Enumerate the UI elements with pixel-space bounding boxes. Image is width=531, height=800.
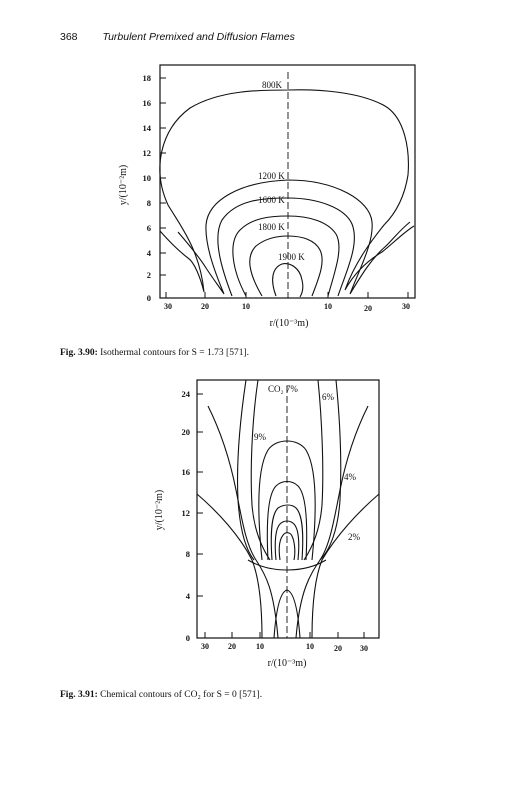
x-tick-label: 10 (256, 642, 264, 651)
y-tick-label: 12 (142, 148, 151, 158)
figure-co2-contours (154, 380, 379, 669)
y-tick-label: 12 (181, 508, 190, 518)
y-tick-label: 0 (185, 633, 190, 643)
y-tick-label: 4 (185, 591, 190, 601)
contour-label-1200k: 1200 K (258, 171, 285, 181)
caption-label: Fig. 3.90: (60, 348, 98, 358)
y-tick-label: 0 (146, 293, 151, 303)
x-tick-label: 10 (242, 302, 250, 311)
x-tick-label: 30 (164, 302, 172, 311)
y-tick-label: 14 (142, 123, 151, 133)
contour-label-9pct: 9% (254, 432, 266, 442)
contour-label-co2-7pct: CO₂ 7% (268, 384, 298, 394)
y-tick-label: 16 (181, 467, 190, 477)
caption-text: Isothermal contours for S = 1.73 [571]. (100, 348, 249, 358)
figure-isothermal-contours (118, 65, 415, 329)
running-title: Turbulent Premixed and Diffusion Flames (102, 31, 295, 43)
x-tick-label: 20 (201, 302, 209, 311)
figure-caption-3-91 (60, 690, 262, 700)
x-tick-label: 10 (306, 642, 314, 651)
contour-label-2pct: 2% (348, 532, 360, 542)
y-tick-label: 18 (142, 73, 151, 83)
contour-1600k (218, 198, 355, 296)
y-tick-label: 6 (146, 223, 151, 233)
plot-frame (197, 380, 379, 638)
x-tick-label: 30 (402, 302, 410, 311)
contour-label-6pct: 6% (322, 392, 334, 402)
y-axis-label: y/(10⁻²m) (118, 164, 129, 206)
y-tick-label: 10 (142, 173, 151, 183)
page-number: 368 (60, 31, 78, 43)
contour-label-4pct: 4% (344, 472, 356, 482)
y-tick-label: 24 (181, 389, 190, 399)
contour-2pct (197, 494, 262, 638)
x-axis-label: r/(10⁻³m) (269, 318, 309, 329)
x-axis-label: r/(10⁻³m) (267, 658, 307, 669)
x-tick-label: 20 (334, 644, 342, 653)
x-tick-label: 20 (364, 304, 372, 313)
x-tick-label: 30 (360, 644, 368, 653)
contour-label-1900k: 1900 K (278, 252, 305, 262)
y-tick-label: 8 (146, 198, 151, 208)
y-tick-label: 8 (185, 549, 190, 559)
x-tick-label: 10 (324, 302, 332, 311)
y-tick-label: 2 (146, 270, 151, 280)
y-axis-label: y/(10⁻²m) (154, 489, 165, 531)
x-tick-label: 30 (201, 642, 209, 651)
contour-1900k (250, 236, 322, 296)
y-tick-label: 4 (146, 248, 151, 258)
y-tick-label: 16 (142, 98, 151, 108)
contour-label-1600k: 1600 K (258, 195, 285, 205)
y-tick-label: 20 (181, 427, 190, 437)
x-tick-label: 20 (228, 642, 236, 651)
figure-caption-3-90 (60, 348, 249, 358)
contour-2pct-right (312, 494, 379, 638)
caption-label: Fig. 3.91: (60, 690, 98, 700)
contour-label-800k: 800K (262, 80, 282, 90)
contour-label-1800k: 1800 K (258, 222, 285, 232)
caption-text: Chemical contours of CO₂ for S = 0 [571]. (100, 690, 263, 700)
